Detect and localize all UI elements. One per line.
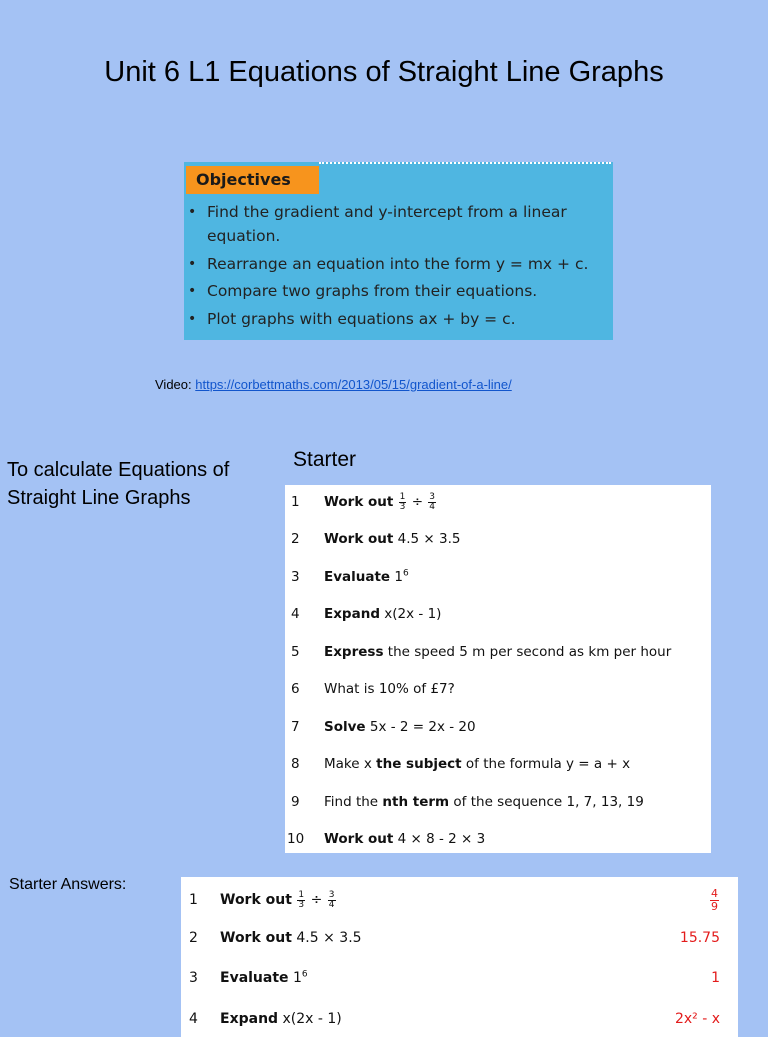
question-number: 10 — [287, 831, 305, 847]
answer-question: Evaluate $1^6$ — [220, 969, 308, 986]
answer-row — [181, 966, 738, 990]
answer-question: Work out 4.5 × 3.5 — [220, 930, 362, 946]
answer-number: 4 — [189, 1011, 198, 1027]
starter-answers — [181, 877, 738, 1037]
fraction: $\frac{3}{4}$ — [328, 889, 335, 910]
question-text: Expand x(2x - 1) — [324, 606, 442, 622]
question-row — [285, 790, 711, 814]
question-text: Evaluate $1^6$ — [324, 568, 409, 585]
question-number: 9 — [291, 794, 300, 810]
question-number: 8 — [291, 756, 300, 772]
objectives-dotted-rule — [319, 162, 611, 164]
objective-text: Compare two graphs from their equations. — [207, 282, 538, 300]
objective-item — [184, 307, 607, 331]
bullet-icon: • — [188, 204, 197, 220]
starter-questions — [285, 485, 711, 853]
starter-heading: Starter — [293, 448, 357, 471]
question-row — [285, 490, 711, 514]
question-text: Find the nth term of the sequence 1, 7, 13, 19 — [324, 794, 644, 810]
objectives-box — [184, 162, 613, 340]
question-text: Make x the subject of the formula y = a + x — [324, 756, 631, 772]
question-row — [285, 752, 711, 776]
question-row — [285, 827, 711, 851]
answer-row — [181, 1007, 738, 1031]
question-number: 7 — [291, 719, 300, 735]
question-number: 4 — [291, 606, 300, 622]
video-line — [155, 377, 512, 392]
question-text: Work out 4 × 8 - 2 × 3 — [324, 831, 486, 847]
objectives-list — [184, 200, 607, 334]
answer-question: Work out $\frac{1}{3}$ ÷ $\frac{3}{4}$ — [220, 889, 335, 910]
objective-text: Find the gradient and y-intercept from a linear equation. — [207, 203, 567, 245]
answer-number: 3 — [189, 970, 198, 986]
fraction: $\frac{1}{3}$ — [399, 491, 406, 512]
bullet-icon: • — [188, 255, 197, 272]
question-text: Solve 5x - 2 = 2x - 20 — [324, 719, 476, 735]
objective-text: Plot graphs with equations ax + by = c. — [207, 309, 516, 328]
intro-text: To calculate Equations of Straight Line Graphs — [7, 459, 230, 509]
fraction: $\frac{3}{4}$ — [429, 491, 436, 512]
answer-question: Expand x(2x - 1) — [220, 1011, 342, 1027]
answers-label: Starter Answers: — [9, 876, 127, 893]
objectives-label: Objectives — [186, 166, 319, 194]
objective-item — [184, 279, 607, 303]
question-row — [285, 565, 711, 589]
answer-value: 1 — [711, 970, 720, 986]
objective-text: Rearrange an equation into the form y = mx + c. — [207, 254, 589, 273]
question-text: Express the speed 5 m per second as km per hour — [324, 644, 672, 660]
fraction: $\frac{1}{3}$ — [298, 889, 305, 910]
question-text: What is 10% of £7? — [324, 681, 455, 697]
objective-item — [184, 252, 607, 276]
question-number: 6 — [291, 681, 300, 697]
question-number: 2 — [291, 531, 300, 547]
answer-value — [709, 885, 720, 915]
answer-row — [181, 885, 738, 915]
bullet-icon: • — [188, 283, 197, 299]
question-row — [285, 602, 711, 626]
answer-number: 2 — [189, 930, 198, 946]
objective-item — [184, 200, 607, 248]
question-text: Work out $\frac{1}{3}$ ÷ $\frac{3}{4}$ — [324, 491, 436, 512]
video-link[interactable]: https://corbettmaths.com/2013/05/15/gradient-of-a-line/ — [195, 377, 512, 392]
question-row — [285, 677, 711, 701]
question-number: 5 — [291, 644, 300, 660]
fraction: $\frac{4}{9}$ — [711, 886, 718, 913]
answer-value: 15.75 — [679, 930, 720, 946]
question-number: 1 — [291, 494, 300, 510]
question-row — [285, 640, 711, 664]
question-row — [285, 527, 711, 551]
answer-row — [181, 926, 738, 950]
answer-number: 1 — [189, 892, 198, 908]
bullet-icon: • — [188, 310, 197, 327]
question-number: 3 — [291, 569, 300, 585]
page-title: Unit 6 L1 Equations of Straight Line Graphs — [104, 56, 664, 88]
question-text: Work out 4.5 × 3.5 — [324, 531, 461, 547]
video-label: Video: — [155, 377, 196, 392]
answer-value: 2x² - x — [674, 1011, 720, 1027]
question-row — [285, 715, 711, 739]
